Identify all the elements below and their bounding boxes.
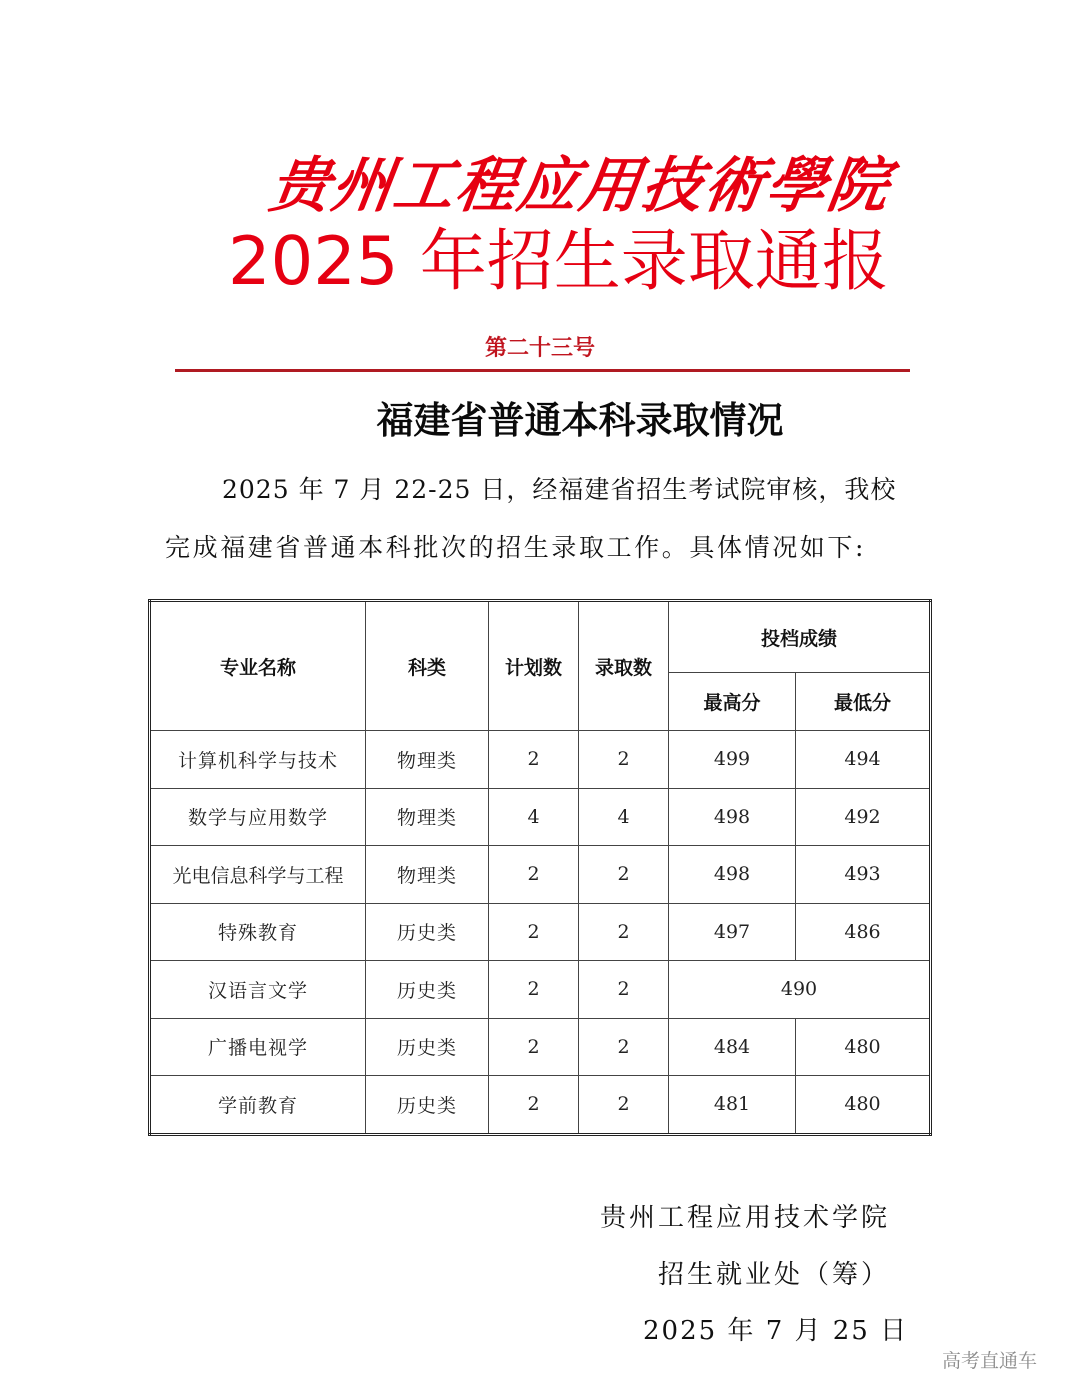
cell-admitted: 2 xyxy=(579,1076,669,1135)
cell-planned: 2 xyxy=(489,903,579,961)
cell-admitted: 2 xyxy=(579,731,669,789)
cell-major: 学前教育 xyxy=(150,1076,366,1135)
signature-department: 招生就业处（筹） xyxy=(658,1260,891,1290)
cell-category: 物理类 xyxy=(366,846,489,904)
table-row xyxy=(150,788,931,846)
cell-planned: 4 xyxy=(489,788,579,846)
header-divider xyxy=(175,369,910,372)
cell-admitted: 2 xyxy=(579,903,669,961)
table-row xyxy=(150,731,931,789)
cell-category: 历史类 xyxy=(366,961,489,1019)
header-category: 科类 xyxy=(366,601,489,731)
header-major: 专业名称 xyxy=(150,601,366,731)
issue-number: 第二十三号 xyxy=(484,336,595,361)
cell-admitted: 2 xyxy=(579,1018,669,1076)
cell-max-score: 498 xyxy=(669,788,796,846)
cell-admitted: 2 xyxy=(579,846,669,904)
cell-planned: 2 xyxy=(489,1018,579,1076)
cell-min-score: 494 xyxy=(796,731,931,789)
cell-major: 计算机科学与技术 xyxy=(150,731,366,789)
table-row xyxy=(150,846,931,904)
cell-major: 广播电视学 xyxy=(150,1018,366,1076)
cell-planned: 2 xyxy=(489,961,579,1019)
cell-max-score: 499 xyxy=(669,731,796,789)
cell-min-score: 480 xyxy=(796,1076,931,1135)
header-score-group: 投档成绩 xyxy=(669,601,931,673)
school-name-calligraphy: 贵州工程应用技術學院 xyxy=(265,151,895,221)
table-row xyxy=(150,903,931,961)
cell-max-score: 481 xyxy=(669,1076,796,1135)
cell-category: 物理类 xyxy=(366,731,489,789)
cell-major: 汉语言文学 xyxy=(150,961,366,1019)
cell-admitted: 4 xyxy=(579,788,669,846)
table-row xyxy=(150,1076,931,1135)
cell-admitted: 2 xyxy=(579,961,669,1019)
document-title: 福建省普通本科录取情况 xyxy=(376,398,784,442)
header-min-score: 最低分 xyxy=(796,673,931,731)
header-max-score: 最高分 xyxy=(669,673,796,731)
cell-category: 历史类 xyxy=(366,1018,489,1076)
cell-max-score: 498 xyxy=(669,846,796,904)
header-planned: 计划数 xyxy=(489,601,579,731)
source-watermark: 高考直通车 xyxy=(942,1350,1038,1372)
cell-merged-score: 490 xyxy=(669,961,931,1019)
cell-max-score: 484 xyxy=(669,1018,796,1076)
cell-major: 特殊教育 xyxy=(150,903,366,961)
cell-planned: 2 xyxy=(489,846,579,904)
signature-date: 2025 年 7 月 25 日 xyxy=(643,1316,909,1346)
banner-title: 2025 年招生录取通报 xyxy=(228,222,889,300)
cell-min-score: 493 xyxy=(796,846,931,904)
admission-scores-table xyxy=(148,599,932,1136)
cell-major: 数学与应用数学 xyxy=(150,788,366,846)
intro-paragraph-line-1: 2025 年 7 月 22-25 日，经福建省招生考试院审核，我校 xyxy=(222,475,897,504)
cell-min-score: 492 xyxy=(796,788,931,846)
cell-planned: 2 xyxy=(489,731,579,789)
signature-organization: 贵州工程应用技术学院 xyxy=(600,1203,891,1233)
cell-category: 物理类 xyxy=(366,788,489,846)
cell-planned: 2 xyxy=(489,1076,579,1135)
cell-category: 历史类 xyxy=(366,903,489,961)
header-admitted: 录取数 xyxy=(579,601,669,731)
cell-min-score: 480 xyxy=(796,1018,931,1076)
table-row xyxy=(150,961,931,1019)
intro-paragraph-line-2: 完成福建省普通本科批次的招生录取工作。具体情况如下: xyxy=(165,533,867,562)
table-row xyxy=(150,1018,931,1076)
cell-min-score: 486 xyxy=(796,903,931,961)
cell-category: 历史类 xyxy=(366,1076,489,1135)
cell-max-score: 497 xyxy=(669,903,796,961)
cell-major: 光电信息科学与工程 xyxy=(150,846,366,904)
table-header-row xyxy=(150,601,931,673)
